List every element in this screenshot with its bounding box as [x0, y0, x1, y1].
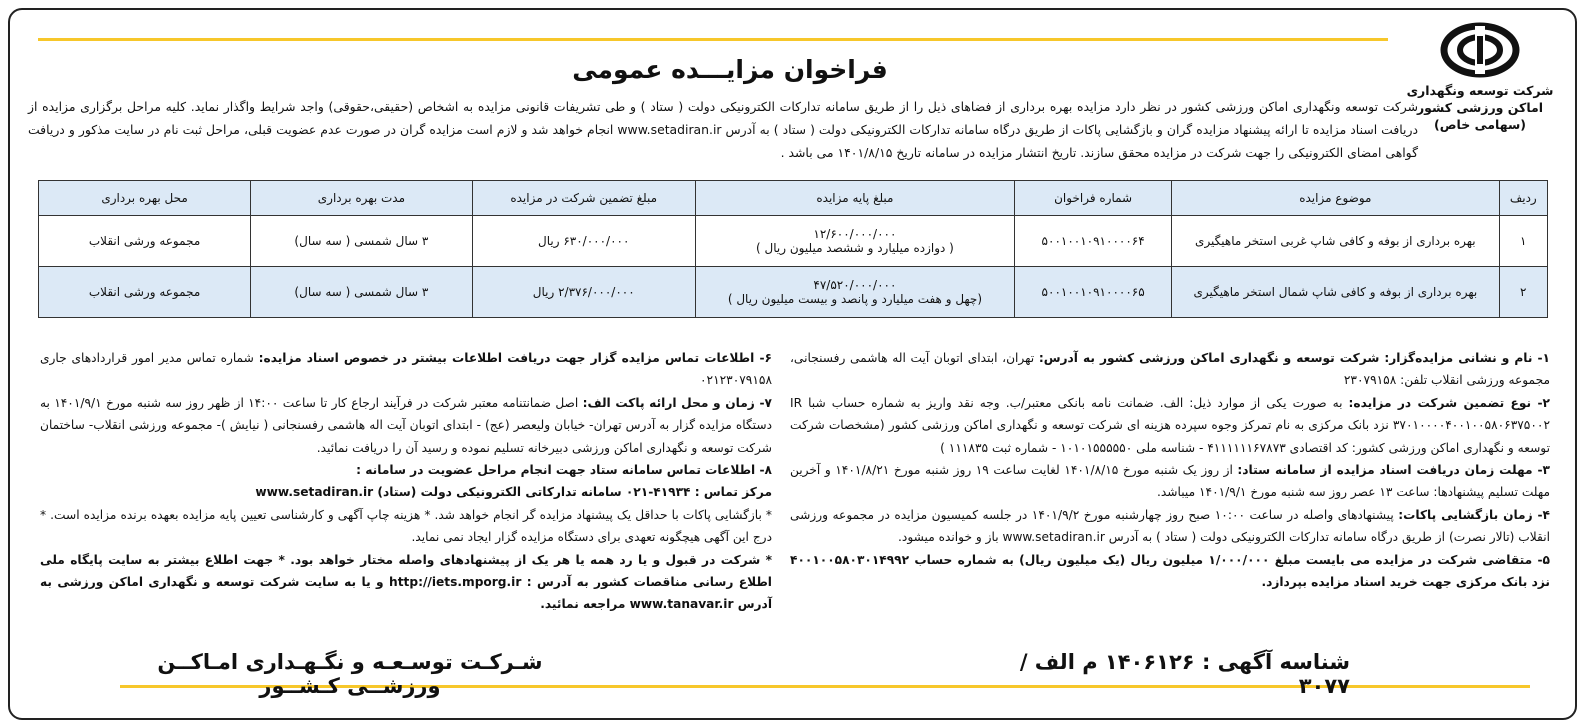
row-guarantee: ۶۳۰/۰۰۰/۰۰۰ ریال [472, 216, 695, 267]
row-subject: بهره برداری از بوفه و کافی شاپ شمال استخر ماهیگیری [1172, 267, 1499, 318]
term-3-label: ۳- مهلت زمان دریافت اسناد مزایده از سامانه ستاد: [1237, 463, 1550, 478]
company-logo-mark [1440, 22, 1520, 78]
base-price-value: ۴۷/۵۲۰/۰۰۰/۰۰۰ [813, 278, 897, 292]
table-row [39, 216, 1548, 267]
row-base-price [695, 267, 1014, 318]
term-2 [790, 392, 1550, 459]
term-7-text: اصل ضمانتنامه معتبر شرکت در فرآیند ارجاع کار تا ساعت ۱۴:۰۰ از ظهر روز سه شنبه مورخ ۱۴۰۱/۹/۱ به دستگاه مزایده گزار به آدرس تهران- خیابان ولیعصر (عج) - ابتدای اتوبان آیت اله هاشمی رفسنجانی ( نیایش )- مجموعه ورزشی انقلاب- ساختمان شرکت توسعه و نگهداری اماکن ورزشی دبیرخانه تسلیم نموده و رسید آن را دریافت نمائید. [40, 395, 772, 455]
footer-company-name: شـرکـت توسـعـه و نگـهـداری امـاکــن ورزشــی کـشــور [157, 650, 543, 698]
note-1: * بازگشایی پاکات با حداقل یک پیشنهاد مزایده گر انجام خواهد شد. * هزینه چاپ آگهی و کارشناسی تعیین پایه مزایده بعهده برنده مزایده است. * درج این آگهی هیچگونه تعهدی برای دستگاه مزایده گزار ایجاد نمی نماید. [40, 507, 772, 545]
logo-line-1: شرکت توسعه ونگهداری [1406, 83, 1554, 98]
header-base-price: مبلغ پایه مزایده [695, 181, 1014, 216]
term-1-label: ۱- نام و نشانی مزایده‌گزار: شرکت توسعه و نگهداری اماکن ورزشی کشور به آدرس: [1038, 351, 1550, 365]
logo-line-2: اماکن ورزشی کشور [1416, 100, 1544, 115]
term-2-label: ۲- نوع تضمین شرکت در مزایده: [1348, 395, 1550, 410]
logo-line-3: (سهامی خاص) [1434, 117, 1526, 132]
header-duration: مدت بهره برداری [251, 181, 473, 216]
term-3-text: از روز یک شنبه مورخ ۱۴۰۱/۸/۱۵ لغایت ساعت ۱۹ روز شنبه مورخ ۱۴۰۱/۸/۲۱ و آخرین مهلت تسلیم پیشنهادها: ساعت ۱۳ عصر روز سه شنبه مورخ ۱۴۰۱/۹/۱ میباشد. [790, 463, 1550, 500]
term-1 [790, 347, 1550, 392]
row-call-number: ۵۰۰۱۰۰۱۰۹۱۰۰۰۰۶۵ [1015, 267, 1172, 318]
row-place: مجموعه ورشی انقلاب [39, 216, 251, 267]
auction-table [38, 180, 1548, 318]
base-price-value: ۱۲/۶۰۰/۰۰۰/۰۰۰ [813, 227, 897, 241]
row-number: ۱ [1499, 216, 1547, 267]
term-8-contact: مرکز تماس : ۴۱۹۳۴-۰۲۱ سامانه تدارکاتی الکترونیکی دولت (ستاد) www.setadiran.ir [255, 485, 772, 500]
term-4-label: ۴- زمان بازگشایی پاکات: [1398, 507, 1550, 522]
header-row-number: ردیف [1499, 181, 1547, 216]
row-guarantee: ۲/۳۷۶/۰۰۰/۰۰۰ ریال [472, 267, 695, 318]
term-4-text: پیشنهادهای واصله در ساعت ۱۰:۰۰ صبح روز چهارشنبه مورخ ۱۴۰۱/۹/۲ در جلسه کمیسیون مزایده در مجموعه ورزشی انقلاب (تالار نصرت) از طریق درگاه سامانه تدارکات الکترونیکی دولت ( ستاد ) به آدرس www.setadiran.ir باز و خوانده میشود. [790, 507, 1550, 545]
row-subject: بهره برداری از بوفه و کافی شاپ غربی استخر ماهیگیری [1172, 216, 1499, 267]
term-6-label: ۶- اطلاعات تماس مزایده گزار جهت دریافت اطلاعات بیشتر در خصوص اسناد مزایده: [258, 351, 772, 365]
company-logo [1405, 22, 1555, 147]
base-price-words: (چهل و هفت میلیارد و پانصد و بیست میلیون ریال ) [727, 292, 983, 306]
header-call-number: شماره فراخوان [1015, 181, 1172, 216]
note-2: * شرکت در قبول و یا رد همه یا هر یک از پیشنهادهای واصله مختار خواهد بود. * جهت اطلاع بیشتر به سایت پایگاه ملی اطلاع رسانی مناقصات کشور به آدرس : http://iets.mporg.ir و یا به سایت شرکت توسعه و نگهداری اماکن ورزشی به آدرس www.tanavar.ir مراجعه نمائید. [40, 552, 772, 612]
header-subject: موضوع مزایده [1172, 181, 1499, 216]
row-place: مجموعه ورشی انقلاب [39, 267, 251, 318]
term-4 [790, 504, 1550, 549]
terms-left-column [40, 347, 772, 616]
table-header-row [39, 181, 1548, 216]
row-duration: ۳ سال شمسی ( سه سال) [251, 267, 473, 318]
page-title: فراخوان مزایـــده عمومی [572, 55, 888, 84]
term-7 [40, 392, 772, 459]
top-divider [38, 38, 1388, 41]
ad-identifier: شناسه آگهی : ۱۴۰۶۱۲۶ م الف / ۳۰۷۷ [1019, 650, 1350, 698]
term-3 [790, 459, 1550, 504]
row-base-price [695, 216, 1014, 267]
row-number: ۲ [1499, 267, 1547, 318]
term-8: ۸- اطلاعات تماس سامانه ستاد جهت انجام مراحل عضویت در سامانه : [356, 463, 772, 478]
header-place: محل بهره برداری [39, 181, 251, 216]
term-2-text: به صورت یکی از موارد ذیل: الف. ضمانت نامه بانکی معتبر/ب. وجه نقد واریز به شماره حساب شبا IR ۳۷۰۱۰۰۰۰۴۰۰۱۰۰۵۸۰۶۳۷۵۰۰۲ نزد بانک مرکزی به نام تمرکز وجوه سپرده هزینه ای شرکت توسعه و نگهداری اماکن ورزشی کشور (مشخصات شرکت توسعه و نگهداری اماکن ورزشی کشور: کد اقتصادی ۴۱۱۱۱۱۱۶۷۸۷۳ - شناسه ملی ۱۰۱۰۱۵۵۵۵۵۰ - شماره ثبت ۱۱۱۸۳۵ ) [790, 395, 1550, 455]
term-5: ۵- متقاضی شرکت در مزایده می بایست مبلغ ۱/۰۰۰/۰۰۰ میلیون ریال (یک میلیون ریال) به شماره حساب ۴۰۰۱۰۰۵۸۰۳۰۱۴۹۹۲ نزد بانک مرکزی جهت خرید اسناد مزایده بپردازد. [790, 552, 1550, 590]
row-call-number: ۵۰۰۱۰۰۱۰۹۱۰۰۰۰۶۴ [1015, 216, 1172, 267]
term-6-text: شماره تماس مدیر امور قراردادهای جاری ۰۲۱۲۳۰۷۹۱۵۸ [40, 351, 772, 388]
term-7-label: ۷- زمان و محل ارائه پاکت الف: [582, 395, 772, 410]
table-row [39, 267, 1548, 318]
row-duration: ۳ سال شمسی ( سه سال) [251, 216, 473, 267]
term-6 [40, 347, 772, 392]
term-1-text: تهران، ابتدای اتوبان آیت اله هاشمی رفسنجانی، مجموعه ورزشی انقلاب تلفن: ۲۳۰۷۹۱۵۸ [790, 351, 1550, 388]
header-guarantee: مبلغ تضمین شرکت در مزایده [472, 181, 695, 216]
intro-paragraph: شرکت توسعه ونگهداری اماکن ورزشی کشور در نظر دارد مزایده بهره برداری از فضاهای ذیل را از طریق سامانه تدارکات الکترونیکی دولت ( ستاد ) و طی تشریفات قانونی مزایده به اشخاص (حقیقی،حقوقی) واجد شرایط واگذار نماید. کلیه مراحل برگزاری مزایده از دریافت اسناد مزایده تا ارائه پیشنهاد مزایده گران و بازگشایی پاکات از طریق درگاه سامانه تدارکات الکترونیکی دولت ( ستاد ) به آدرس www.setadiran.ir انجام خواهد شد و لازم است مزایده گران در صورت عدم عضویت قبلی، مراحل ثبت نام در سایت مذکور و دریافت گواهی امضای الکترونیکی را جهت شرکت در مزایده محقق سازند. تاریخ انتشار مزایده در سامانه تاریخ ۱۴۰۱/۸/۱۵ می باشد . [28, 99, 1418, 160]
terms-right-column [790, 347, 1550, 593]
base-price-words: ( دوازده میلیارد و ششصد میلیون ریال ) [756, 241, 954, 255]
